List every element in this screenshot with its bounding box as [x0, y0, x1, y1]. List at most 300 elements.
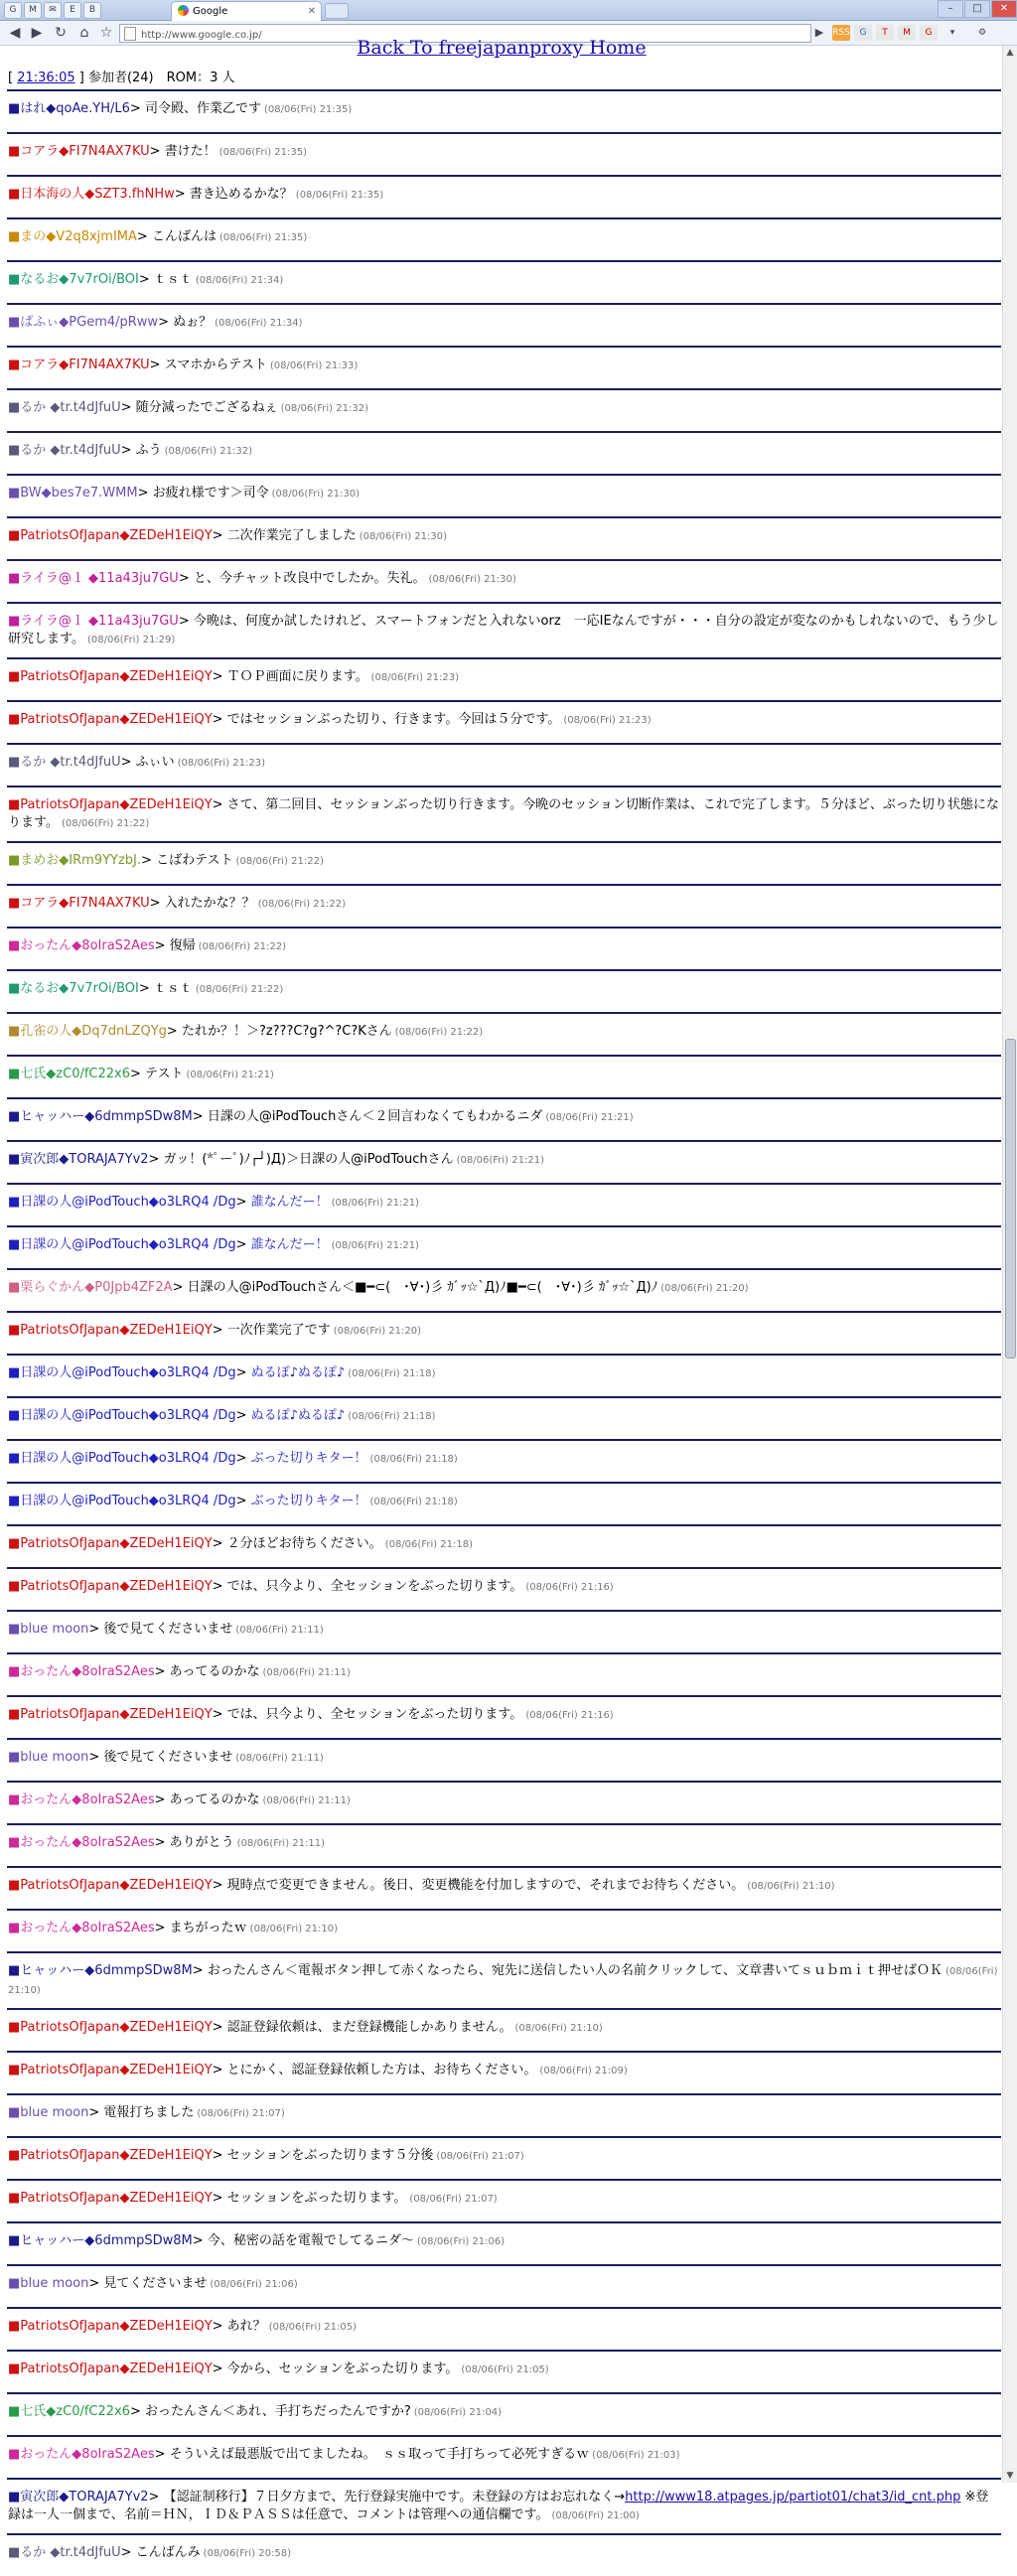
pinned-tab-mail[interactable]: ✉ — [44, 2, 62, 19]
message-timestamp: (08/06(Fri) 21:05) — [268, 2322, 358, 2333]
handle-bullet-icon: ■ — [8, 358, 21, 372]
chat-message — [7, 884, 1001, 927]
chat-message — [7, 1396, 1001, 1439]
message-handle[interactable]: 孔雀の人◆Dq7dnLZQYg — [20, 1024, 167, 1039]
message-text: 日課の人@iPodTouchさん＜２回言わなくてもわかるニダ — [207, 1109, 543, 1124]
handle-bullet-icon: ■ — [8, 2276, 21, 2291]
chat-message — [7, 2136, 1001, 2179]
message-handle[interactable]: るか ◆tr.t4dJfuU — [20, 2545, 121, 2560]
handle-bullet-icon: ■ — [8, 2063, 21, 2077]
message-handle[interactable]: コアラ◆FI7N4AX7KU — [20, 358, 150, 372]
chat-message — [7, 1140, 1001, 1183]
chat-message — [7, 388, 1001, 431]
message-text: あってるのかな — [169, 1664, 260, 1679]
message-text: ぬるぽ♪ぬるぽ♪ — [250, 1408, 346, 1423]
scroll-down-icon[interactable]: ▼ — [1006, 2471, 1014, 2481]
message-timestamp: (08/06(Fri) 21:22) — [257, 899, 347, 910]
handle-separator: > — [212, 669, 227, 684]
handle-bullet-icon: ■ — [8, 443, 21, 458]
message-text: ぬるぽ♪ぬるぽ♪ — [250, 1365, 346, 1380]
message-text: 後で見てくださいませ — [103, 1622, 233, 1637]
message-text: テスト — [145, 1067, 184, 1081]
message-text: おったんさん＜電報ボタン押して赤くなったら、宛先に送信したい人の名前クリックして、文章書いてｓｕｂｍｉｔ押せばＯＫ — [207, 1963, 944, 1978]
message-timestamp: (08/06(Fri) 21:23) — [370, 672, 459, 683]
chat-message — [7, 1439, 1001, 1482]
message-handle[interactable]: 七氏◆zC0/fC22x6 — [20, 2404, 131, 2419]
message-timestamp: (08/06(Fri) 21:07) — [197, 2108, 285, 2119]
message-text: 書き込めるかな？ — [189, 187, 293, 202]
message-timestamp: (08/06(Fri) 21:16) — [525, 1710, 614, 1721]
message-handle[interactable]: るか ◆tr.t4dJfuU — [20, 400, 121, 415]
chat-message — [7, 2008, 1001, 2051]
wrench-menu-icon[interactable]: ⚙ — [977, 28, 987, 38]
message-link[interactable]: http://www18.atpages.jp/partiot01/chat3/id_cnt.php — [625, 2490, 961, 2504]
message-handle[interactable]: まの◆V2q8xjmIMA — [20, 229, 137, 244]
message-text: 後で見てくださいませ — [103, 1750, 233, 1765]
chat-message — [7, 1311, 1001, 1354]
handle-separator: > — [212, 528, 227, 543]
handle-separator: > — [138, 981, 154, 996]
chat-message — [7, 1866, 1001, 1909]
message-text: 入れたかな？？ — [164, 896, 255, 911]
handle-separator: > — [149, 144, 165, 159]
message-timestamp: (08/06(Fri) 21:04) — [413, 2407, 503, 2418]
message-timestamp: (08/06(Fri) 21:10) — [249, 1924, 339, 1934]
handle-bullet-icon: ■ — [8, 101, 21, 116]
handle-separator: > — [235, 1195, 251, 1210]
chat-message — [7, 1610, 1001, 1652]
status-bracket: [ — [8, 71, 18, 85]
handle-bullet-icon: ■ — [8, 1835, 21, 1850]
message-handle[interactable]: おったん◆8oIraS2Aes — [20, 1835, 155, 1850]
scroll-up-icon[interactable]: ▲ — [1006, 48, 1014, 58]
handle-separator: > — [88, 1750, 104, 1765]
handle-bullet-icon: ■ — [8, 712, 21, 727]
rss-extension-icon[interactable]: RSS — [832, 25, 850, 41]
scrollbar-thumb[interactable] — [1005, 1039, 1016, 1359]
message-timestamp: (08/06(Fri) 21:30) — [428, 574, 516, 585]
message-timestamp: (08/06(Fri) 21:23) — [177, 758, 265, 769]
message-timestamp: (08/06(Fri) 21:30) — [359, 531, 448, 542]
message-handle[interactable]: PatriotsOfJapan◆ZEDeH1EiQY — [20, 2020, 213, 2035]
message-timestamp: (08/06(Fri) 21:35) — [263, 104, 353, 115]
message-text: 今晩は、何度か試したけれど、スマートフォンだと入れないorz 一応IEなんですが・・・自分の設定が変なのかもしれないので、もう少し研究します。 — [8, 614, 999, 646]
handle-bullet-icon: ■ — [8, 2447, 21, 2462]
message-handle[interactable]: PatriotsOfJapan◆ZEDeH1EiQY — [20, 1707, 213, 1722]
message-handle[interactable]: 寅次郎◆TORAJA7Yv2 — [20, 2490, 149, 2504]
message-timestamp: (08/06(Fri) 21:33) — [269, 360, 359, 371]
message-timestamp: (08/06(Fri) 21:11) — [235, 1625, 324, 1636]
message-handle[interactable]: PatriotsOfJapan◆ZEDeH1EiQY — [20, 669, 213, 684]
message-handle[interactable]: おったん◆8oIraS2Aes — [20, 1664, 155, 1679]
message-text: ２分ほどお待ちください。 — [226, 1536, 382, 1551]
handle-bullet-icon: ■ — [8, 1067, 21, 1081]
message-handle[interactable]: なるお◆7v7rOi/BOI — [20, 981, 139, 996]
handle-bullet-icon: ■ — [8, 1579, 21, 1594]
handle-bullet-icon: ■ — [8, 2020, 21, 2035]
message-handle[interactable]: 寅次郎◆TORAJA7Yv2 — [20, 1152, 149, 1167]
message-text: 認証登録依頼は、まだ登録機能しかありません。 — [226, 2020, 512, 2035]
handle-separator: > — [149, 358, 165, 372]
handle-separator: > — [130, 1067, 146, 1081]
chat-message — [7, 217, 1001, 260]
handle-bullet-icon: ■ — [8, 1237, 21, 1252]
message-handle[interactable]: コアラ◆FI7N4AX7KU — [20, 896, 150, 911]
reload-icon[interactable]: ↻ — [55, 25, 67, 41]
new-tab-button[interactable] — [325, 3, 349, 19]
home-icon[interactable]: ⌂ — [79, 25, 89, 41]
handle-bullet-icon: ■ — [8, 1792, 21, 1807]
chat-message — [7, 841, 1001, 884]
handle-bullet-icon: ■ — [8, 1750, 21, 1765]
handle-separator: > — [212, 2191, 227, 2206]
handle-bullet-icon: ■ — [8, 797, 21, 812]
message-text: 今から、セッションをぶった切ります。 — [226, 2361, 459, 2376]
handle-separator: > — [235, 1451, 251, 1466]
gmail-extension-icon[interactable]: M — [898, 25, 916, 41]
handle-bullet-icon: ■ — [8, 1622, 21, 1637]
message-timestamp: (08/06(Fri) 21:03) — [592, 2450, 680, 2461]
message-handle[interactable]: PatriotsOfJapan◆ZEDeH1EiQY — [20, 1536, 213, 1551]
message-timestamp: (08/06(Fri) 21:30) — [271, 489, 360, 500]
bookmark-star-icon[interactable]: ☆ — [99, 25, 113, 41]
chat-message — [7, 431, 1001, 474]
handle-bullet-icon: ■ — [8, 938, 21, 953]
pinned-tab-blogger[interactable]: B — [83, 2, 101, 19]
message-text: あってるのかな — [169, 1792, 260, 1807]
chat-message — [7, 2179, 1001, 2221]
handle-bullet-icon: ■ — [8, 144, 21, 159]
chat-message — [7, 2533, 1001, 2576]
message-text: お疲れ様です＞司令 — [152, 486, 269, 501]
message-timestamp: (08/06(Fri) 21:05) — [461, 2364, 549, 2375]
handle-bullet-icon: ■ — [8, 2105, 21, 2120]
handle-bullet-icon: ■ — [8, 853, 21, 868]
message-text: 【認証制移行】７日夕方まで、先行登録実施中です。未登録の方はお忘れなく→ — [163, 2490, 626, 2504]
message-text: 見てくださいませ — [103, 2276, 208, 2291]
handle-separator: > — [154, 2447, 170, 2462]
handle-separator: > — [212, 1323, 227, 1338]
chat-message — [7, 1482, 1001, 1524]
message-handle[interactable]: まめお◆IRm9YYzbJ. — [20, 853, 142, 868]
message-timestamp: (08/06(Fri) 21:11) — [262, 1795, 351, 1806]
message-text: ではセッションぶった切り、行きます。今回は５分です。 — [226, 712, 561, 727]
message-handle[interactable]: ライラ@１ ◆11a43ju7GU — [20, 614, 179, 629]
message-handle[interactable]: はれ◆qoAe.YH/L6 — [20, 101, 130, 116]
handle-bullet-icon: ■ — [8, 1536, 21, 1551]
handle-separator: > — [154, 1835, 170, 1850]
message-timestamp: (08/06(Fri) 21:18) — [348, 1411, 436, 1422]
message-text: では、只今より、全セッションをぶった切ります。 — [226, 1707, 523, 1722]
pinned-tab-evernote[interactable]: E — [64, 2, 81, 19]
handle-bullet-icon: ■ — [8, 1963, 21, 1978]
message-timestamp: (08/06(Fri) 21:11) — [235, 1753, 324, 1764]
message-handle[interactable]: ヒャッハー◆6dmmpSDw8M — [20, 1109, 193, 1124]
message-handle[interactable]: PatriotsOfJapan◆ZEDeH1EiQY — [20, 2063, 213, 2077]
message-handle[interactable]: PatriotsOfJapan◆ZEDeH1EiQY — [20, 1323, 213, 1338]
handle-bullet-icon: ■ — [8, 1195, 21, 1210]
message-timestamp: (08/06(Fri) 21:35) — [218, 232, 308, 243]
handle-separator: > — [235, 1237, 251, 1252]
minimize-button[interactable]: – — [938, 0, 963, 18]
message-text: まちがったｗ — [169, 1921, 247, 1935]
tab-google[interactable] — [171, 1, 322, 21]
message-handle[interactable]: なるお◆7v7rOi/BOI — [20, 272, 139, 287]
page-menu-icon[interactable]: ▾ — [949, 28, 955, 38]
handle-bullet-icon: ■ — [8, 614, 21, 629]
handle-separator: > — [178, 571, 194, 586]
message-handle[interactable]: 日課の人@iPodTouch◆o3LRQ4 /Dg — [20, 1237, 236, 1252]
message-handle[interactable]: コアラ◆FI7N4AX7KU — [20, 144, 150, 159]
message-timestamp: (08/06(Fri) 21:07) — [409, 2194, 498, 2205]
chat-message — [7, 1012, 1001, 1055]
handle-separator: > — [212, 1707, 227, 1722]
page-icon — [124, 27, 136, 41]
handle-separator: > — [235, 1494, 251, 1508]
message-timestamp: (08/06(Fri) 21:06) — [210, 2279, 298, 2290]
pinned-tab-google[interactable]: G — [4, 2, 22, 19]
close-window-button[interactable]: ✕ — [991, 0, 1017, 18]
handle-separator: > — [88, 1622, 104, 1637]
message-handle[interactable]: PatriotsOfJapan◆ZEDeH1EiQY — [20, 2361, 213, 2376]
translate-extension-icon[interactable]: T — [876, 25, 894, 41]
message-text: 今、秘密の話を電報でしてるニダ～ — [207, 2233, 414, 2248]
message-handle[interactable]: PatriotsOfJapan◆ZEDeH1EiQY — [20, 1579, 213, 1594]
chat-message — [7, 132, 1001, 175]
chat-log — [0, 89, 1003, 2576]
message-handle[interactable]: PatriotsOfJapan◆ZEDeH1EiQY — [20, 2319, 213, 2334]
handle-bullet-icon: ■ — [8, 2404, 21, 2419]
message-handle[interactable]: BW◆bes7e7.WMM — [20, 486, 138, 501]
chat-message — [7, 700, 1001, 743]
handle-bullet-icon: ■ — [8, 1280, 21, 1295]
message-handle[interactable]: PatriotsOfJapan◆ZEDeH1EiQY — [20, 797, 213, 812]
message-handle[interactable]: ヒャッハー◆6dmmpSDw8M — [20, 1963, 193, 1978]
message-handle[interactable]: るか ◆tr.t4dJfuU — [20, 755, 121, 770]
message-text: ふぃい — [135, 755, 175, 770]
chat-message — [7, 602, 1001, 657]
message-text: では、只今より、全セッションをぶった切ります。 — [226, 1579, 523, 1594]
message-text: 一次作業完了です — [226, 1323, 331, 1338]
handle-separator: > — [212, 2020, 227, 2035]
message-text: 誰なんだー！ — [250, 1237, 329, 1252]
message-handle[interactable]: ぱふぃ◆PGem4/pRww — [20, 315, 159, 330]
handle-bullet-icon: ■ — [8, 1024, 21, 1039]
handle-bullet-icon: ■ — [8, 981, 21, 996]
message-handle[interactable]: おったん◆8oIraS2Aes — [20, 938, 155, 953]
message-timestamp: (08/06(Fri) 21:21) — [545, 1112, 634, 1123]
close-tab-icon[interactable]: ✕ — [307, 6, 316, 17]
handle-separator: > — [120, 755, 136, 770]
message-timestamp: (08/06(Fri) 21:22) — [394, 1027, 484, 1038]
message-handle[interactable]: PatriotsOfJapan◆ZEDeH1EiQY — [20, 2148, 213, 2163]
handle-separator: > — [148, 1152, 164, 1167]
message-text: さて、第二回目、セッションぶった切り行きます。今晩のセッション切断作業は、これで完了します。５分ほど、ぶった切り状態になります。 — [8, 797, 999, 830]
message-timestamp: (08/06(Fri) 20:58) — [203, 2548, 291, 2559]
tab-strip — [0, 0, 1017, 21]
message-text: セッションをぶった切ります５分後 — [226, 2148, 434, 2163]
message-timestamp: (08/06(Fri) 21:34) — [215, 318, 303, 329]
handle-bullet-icon: ■ — [8, 315, 21, 330]
handle-bullet-icon: ■ — [8, 187, 21, 202]
handle-separator: > — [137, 486, 153, 501]
message-handle[interactable]: blue moon — [20, 2276, 89, 2291]
chat-message — [7, 657, 1001, 700]
handle-bullet-icon: ■ — [8, 2490, 21, 2504]
message-text: 二次作業完了しました — [226, 528, 357, 543]
message-handle[interactable]: blue moon — [20, 2105, 89, 2120]
window-controls — [937, 0, 1017, 20]
handle-bullet-icon: ■ — [8, 1323, 21, 1338]
chat-message — [7, 1951, 1001, 2008]
chat-message — [7, 1695, 1001, 1738]
message-text: ぶった切りキター！ — [250, 1494, 367, 1508]
message-text: 書けた！ — [164, 144, 217, 159]
refresh-time-link[interactable]: 21:36:05 — [17, 71, 75, 85]
message-text: とにかく、認証登録依頼した方は、お待ちください。 — [226, 2063, 537, 2077]
message-handle[interactable]: 日課の人@iPodTouch◆o3LRQ4 /Dg — [20, 1365, 236, 1380]
handle-separator: > — [154, 938, 170, 953]
handle-bullet-icon: ■ — [8, 1878, 21, 1893]
message-timestamp: (08/06(Fri) 21:21) — [456, 1155, 544, 1166]
handle-separator: > — [149, 896, 165, 911]
message-timestamp: (08/06(Fri) 21:00) — [551, 2510, 640, 2521]
message-handle[interactable]: 日課の人@iPodTouch◆o3LRQ4 /Dg — [20, 1494, 236, 1508]
message-timestamp: (08/06(Fri) 21:10) — [747, 1881, 835, 1892]
message-timestamp: (08/06(Fri) 21:18) — [369, 1497, 458, 1507]
handle-separator: > — [192, 1109, 208, 1124]
handle-separator: > — [174, 187, 190, 202]
handle-bullet-icon: ■ — [8, 1664, 21, 1679]
message-timestamp: (08/06(Fri) 21:06) — [416, 2236, 506, 2247]
chat-message — [7, 1225, 1001, 1268]
handle-separator: > — [192, 1963, 208, 1978]
pinned-tab-gmail[interactable]: M — [24, 2, 42, 19]
chat-message — [7, 303, 1001, 346]
handle-bullet-icon: ■ — [8, 1494, 21, 1508]
chat-page — [0, 37, 1003, 2560]
handle-bullet-icon: ■ — [8, 896, 21, 911]
handle-separator: > — [212, 2148, 227, 2163]
chat-message — [7, 2221, 1001, 2264]
chat-message — [7, 2435, 1001, 2478]
message-text: と、今チャット改良中でしたか。失礼。 — [193, 571, 426, 586]
message-timestamp: (08/06(Fri) 21:35) — [295, 190, 384, 201]
message-text: 復帰 — [169, 938, 196, 953]
handle-bullet-icon: ■ — [8, 486, 21, 501]
message-handle[interactable]: PatriotsOfJapan◆ZEDeH1EiQY — [20, 1878, 213, 1893]
message-timestamp: (08/06(Fri) 21:20) — [333, 1326, 422, 1337]
message-handle[interactable]: 日課の人@iPodTouch◆o3LRQ4 /Dg — [20, 1408, 236, 1423]
chat-message — [7, 2478, 1001, 2533]
message-handle[interactable]: ライラ@１ ◆11a43ju7GU — [20, 571, 179, 586]
message-text: こばわテスト — [156, 853, 233, 868]
message-handle[interactable]: おったん◆8oIraS2Aes — [20, 1921, 155, 1935]
message-timestamp: (08/06(Fri) 21:09) — [539, 2066, 628, 2076]
home-link[interactable]: Back To freejapanproxy Home — [357, 37, 647, 59]
message-text: 随分減ったでござるねぇ — [135, 400, 278, 415]
chat-message — [7, 1909, 1001, 1951]
chat-message — [7, 2051, 1001, 2093]
handle-separator: > — [141, 853, 157, 868]
handle-separator: > — [138, 272, 154, 287]
message-handle[interactable]: 栗らぐかん◆P0Jpb4ZF2A — [20, 1280, 173, 1295]
handle-separator: > — [212, 2361, 227, 2376]
chat-message — [7, 346, 1001, 388]
message-handle[interactable]: ヒャッハー◆6dmmpSDw8M — [20, 2233, 193, 2248]
handle-bullet-icon: ■ — [8, 229, 21, 244]
message-handle[interactable]: PatriotsOfJapan◆ZEDeH1EiQY — [20, 2191, 213, 2206]
message-handle[interactable]: 日課の人@iPodTouch◆o3LRQ4 /Dg — [20, 1451, 236, 1466]
message-handle[interactable]: PatriotsOfJapan◆ZEDeH1EiQY — [20, 712, 213, 727]
chat-message — [7, 2264, 1001, 2307]
chat-message — [7, 1055, 1001, 1097]
message-timestamp: (08/06(Fri) 21:32) — [280, 403, 368, 414]
message-handle[interactable]: おったん◆8oIraS2Aes — [20, 1792, 155, 1807]
handle-bullet-icon: ■ — [8, 2319, 21, 2334]
message-timestamp: (08/06(Fri) 21:22) — [235, 856, 324, 867]
message-text: 司令殿、作業乙です — [144, 101, 261, 116]
chat-message — [7, 2350, 1001, 2392]
message-handle[interactable]: 日本海の人◆SZT3.fhNHw — [20, 187, 175, 202]
scrollbar[interactable] — [1002, 46, 1017, 2483]
handle-bullet-icon: ■ — [8, 1109, 21, 1124]
google-extension-icon[interactable]: G — [854, 25, 872, 41]
forward-arrow-icon[interactable]: ▶ — [31, 25, 43, 41]
handle-bullet-icon: ■ — [8, 1707, 21, 1722]
chat-message — [7, 2392, 1001, 2435]
google-favicon-icon — [178, 5, 189, 16]
go-arrow-icon[interactable]: ▶ — [814, 26, 824, 39]
handle-separator: > — [129, 101, 145, 116]
handle-bullet-icon: ■ — [8, 755, 21, 770]
message-timestamp: (08/06(Fri) 21:21) — [331, 1240, 419, 1251]
message-handle[interactable]: おったん◆8oIraS2Aes — [20, 2447, 155, 2462]
message-handle[interactable]: blue moon — [20, 1622, 89, 1637]
message-text: 電報打ちました — [103, 2105, 195, 2120]
message-timestamp: (08/06(Fri) 21:11) — [236, 1838, 326, 1849]
message-timestamp: (08/06(Fri) 21:20) — [660, 1283, 749, 1294]
handle-separator: > — [212, 1878, 227, 1893]
message-text-continued: ※登録は一人一個まで、名前＝ＨＮ，ＩＤ＆ＰＡＳＳは任意で、コメントは管理への通信欄です。 — [8, 2490, 989, 2522]
maximize-button[interactable]: □ — [964, 0, 990, 18]
handle-separator: > — [158, 315, 174, 330]
chat-message — [7, 2307, 1001, 2350]
handle-separator: > — [212, 2319, 227, 2334]
chat-message — [7, 927, 1001, 969]
tab-title: Google — [193, 6, 228, 17]
message-text: そういえば最悪版で出てましたね。 ｓｓ取って手打ちって必死すぎるｗ — [169, 2447, 590, 2462]
message-handle[interactable]: 日課の人@iPodTouch◆o3LRQ4 /Dg — [20, 1195, 236, 1210]
handle-bullet-icon: ■ — [8, 400, 21, 415]
handle-bullet-icon: ■ — [8, 1921, 21, 1935]
handle-bullet-icon: ■ — [8, 2361, 21, 2376]
message-timestamp: (08/06(Fri) 21:22) — [61, 818, 150, 829]
handle-separator: > — [130, 2404, 146, 2419]
message-handle[interactable]: るか ◆tr.t4dJfuU — [20, 443, 121, 458]
message-timestamp: (08/06(Fri) 21:21) — [331, 1198, 419, 1209]
chat-message — [7, 1567, 1001, 1610]
chat-message — [7, 969, 1001, 1012]
handle-separator: > — [148, 2490, 164, 2504]
message-handle[interactable]: PatriotsOfJapan◆ZEDeH1EiQY — [20, 528, 213, 543]
message-handle[interactable]: 七氏◆zC0/fC22x6 — [20, 1067, 131, 1081]
message-handle[interactable]: blue moon — [20, 1750, 89, 1765]
gmail-count-extension-icon[interactable]: G — [920, 25, 938, 41]
handle-bullet-icon: ■ — [8, 2545, 21, 2560]
back-arrow-icon[interactable]: ◀ — [9, 25, 21, 41]
message-timestamp: (08/06(Fri) 21:21) — [186, 1070, 274, 1080]
